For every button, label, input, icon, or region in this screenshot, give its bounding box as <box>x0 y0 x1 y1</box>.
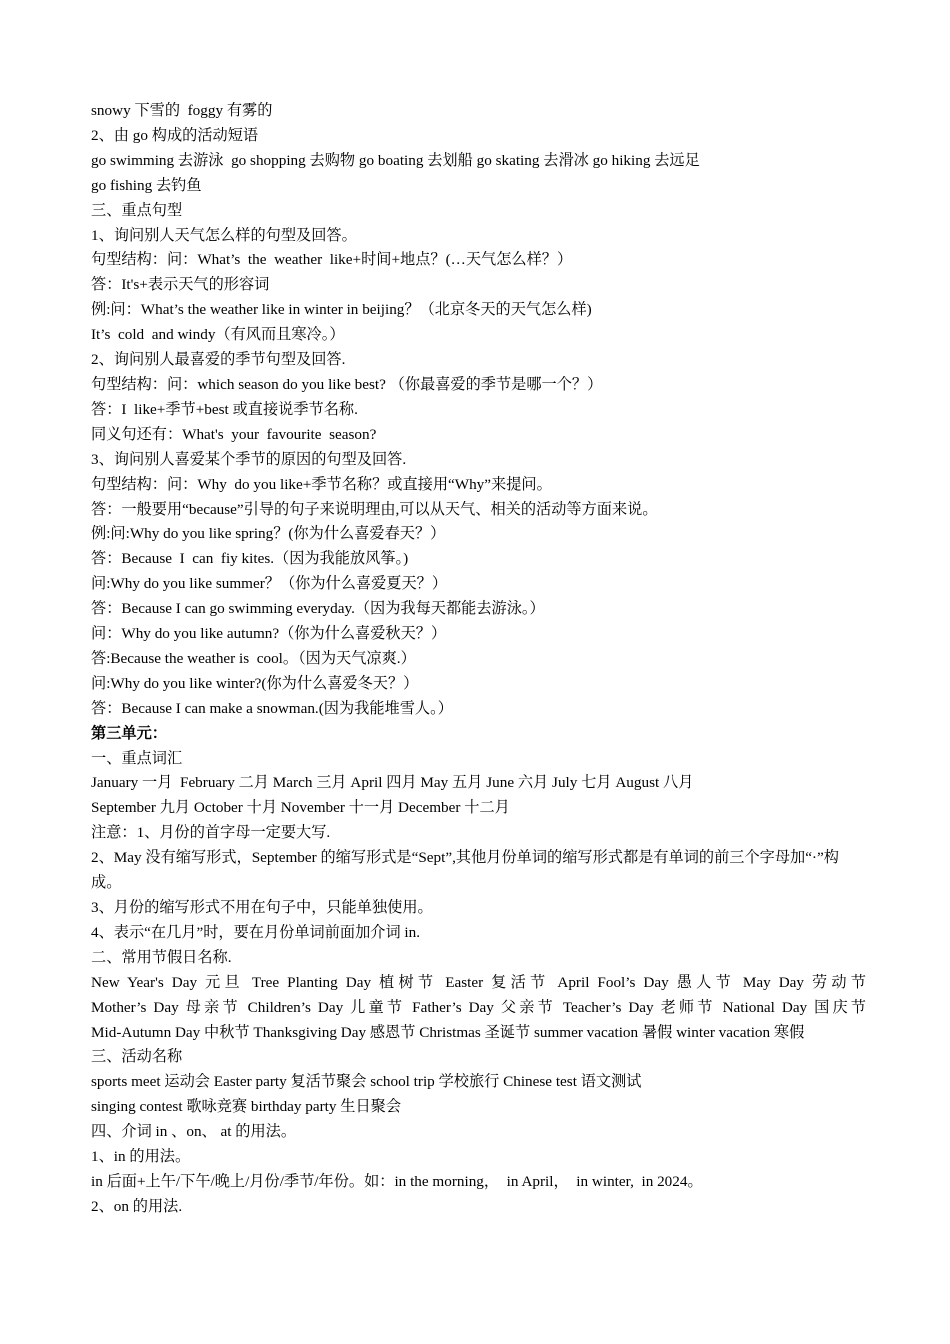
text-line: 答：I like+季节+best 或直接说季节名称. <box>91 400 358 418</box>
text-line: 同义句还有：What's your favourite season? <box>91 425 377 443</box>
section-heading: 一、重点词汇 <box>91 749 183 767</box>
section-heading: 2、询问别人最喜爱的季节句型及回答. <box>91 351 346 369</box>
text-line: go fishing 去钓鱼 <box>91 176 202 194</box>
text-line: 答：Because I can make a snowman.(因为我能堆雪人。） <box>91 699 453 717</box>
text-line: 答：Because I can go swimming everyday.（因为我每天都能去游泳。） <box>91 600 545 618</box>
text-line: September 九月 October 十月 November 十一月 December 十二月 <box>91 799 510 817</box>
text-line: 答：一般要用“because”引导的句子来说明理由,可以从天气、相关的活动等方面来说。 <box>91 500 658 518</box>
text-line: 答:Because the weather is cool。（因为天气凉爽.） <box>91 649 416 667</box>
text-line: singing contest 歌咏竞赛 birthday party 生日聚会 <box>91 1098 402 1116</box>
text-line: 句型结构：问：Why do you like+季节名称？或直接用“Why”来提问。 <box>91 475 552 493</box>
text-line: 例:问:Why do you like spring？(你为什么喜爱春天？） <box>91 525 446 543</box>
section-heading: 三、活动名称 <box>91 1048 183 1066</box>
text-line: sports meet 运动会 Easter party 复活节聚会 school trip 学校旅行 Chinese test 语文测试 <box>91 1073 642 1091</box>
text-line: 答：Because I can fiy kites.（因为我能放风筝。) <box>91 550 409 568</box>
document-page <box>91 99 866 1220</box>
unit-heading: 第三单元： <box>91 724 167 742</box>
text-line: It’s cold and windy（有风而且寒冷。） <box>91 326 345 344</box>
text-line: 3、月份的缩写形式不用在句子中，只能单独使用。 <box>91 899 433 916</box>
section-heading: 2、on 的用法. <box>91 1197 183 1215</box>
text-line: 句型结构：问：What’s the weather like+时间+地点？(…天气怎么样？） <box>91 251 573 269</box>
section-heading: 1、询问别人天气怎么样的句型及回答。 <box>91 226 357 244</box>
text-paragraph: 2、May 没有缩写形式，September 的缩写形式是“Sept”,其他月份单词的缩写形式都是有单词的前三个字母加“·”构成。 <box>91 849 839 892</box>
text-line: 例:问：What’s the weather like in winter in beijing？（北京冬天的天气怎么样) <box>91 301 592 319</box>
section-heading: 二、常用节假日名称. <box>91 948 232 966</box>
text-line: go swimming 去游泳 go shopping 去购物 go boating 去划船 go skating 去滑冰 go hiking 去远足 <box>91 151 700 169</box>
section-heading: 2、由 go 构成的活动短语 <box>91 126 259 144</box>
section-heading: 1、in 的用法。 <box>91 1148 191 1166</box>
text-paragraph: Mid-Autumn Day 中秋节 Thanksgiving Day 感恩节 Christmas 圣诞节 summer vacation 暑假 winter vacation 寒假 <box>91 1023 805 1041</box>
text-line: 答：It's+表示天气的形容词 <box>91 276 270 294</box>
text-line: Mother’s Day 母亲节 Children’s Day 儿童节 Father’s Day 父亲节 Teacher’s Day 老师节 National Day 国庆节 <box>91 998 866 1016</box>
text-line: snowy 下雪的 foggy 有雾的 <box>91 102 273 119</box>
text-line: 问:Why do you like winter?(你为什么喜爱冬天？） <box>91 674 419 692</box>
section-heading: 四、介词 in 、on、 at 的用法。 <box>91 1123 297 1141</box>
text-line: 问:Why do you like summer？（你为什么喜爱夏天？） <box>91 575 448 593</box>
text-line: 问：Why do you like autumn?（你为什么喜爱秋天？） <box>91 625 447 643</box>
text-line: 4、表示“在几月”时，要在月份单词前面加介词 in. <box>91 923 421 941</box>
text-line: 句型结构：问：which season do you like best? （你最喜爱的季节是哪一个？） <box>91 375 603 393</box>
text-line: 注意：1、月份的首字母一定要大写. <box>91 824 331 842</box>
section-heading: 3、询问别人喜爱某个季节的原因的句型及回答. <box>91 450 407 468</box>
text-line: in 后面+上午/下午/晚上/月份/季节/年份。如：in the morning， in April， in winter, in 2024。 <box>91 1172 703 1190</box>
section-heading: 三、重点句型 <box>91 201 183 219</box>
text-line: New Year's Day 元旦 Tree Planting Day 植树节 Easter 复活节 April Fool’s Day 愚人节 May Day 劳动节 <box>91 973 866 991</box>
text-line: January 一月 February 二月 March 三月 April 四月 May 五月 June 六月 July 七月 August 八月 <box>91 774 694 792</box>
